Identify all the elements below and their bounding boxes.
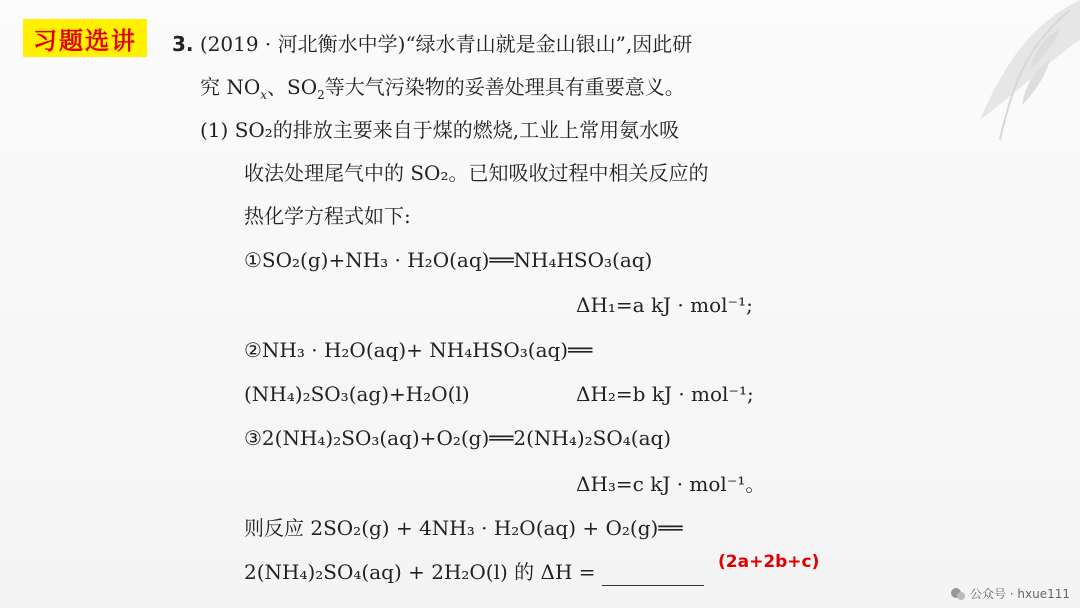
question-intro: (2019 · 河北衡水中学)“绿水青山就是金山银山”,因此研 xyxy=(199,32,693,56)
part1-line-2: 收法处理尾气中的 SO₂。已知吸收过程中相关反应的 xyxy=(244,161,709,185)
section-badge: 习题选讲 xyxy=(23,19,147,57)
watermark xyxy=(950,585,1070,602)
equation-3-enthalpy: ΔH₃=c kJ · mol⁻¹。 xyxy=(576,472,766,496)
question-line-2 xyxy=(200,73,685,101)
equation-2: ②NH₃ · H₂O(aq)+ NH₄HSO₃(aq)══ xyxy=(244,338,593,362)
final-reaction-text: 2(NH₄)₂SO₄(aq) + 2H₂O(l) 的 ΔH = xyxy=(244,560,596,584)
final-reaction-line-1: 则反应 2SO₂(g) + 4NH₃ · H₂O(aq) + O₂(g)══ xyxy=(244,516,683,540)
leaf-decoration-icon xyxy=(940,0,1080,150)
question-number: 3. xyxy=(172,32,194,56)
equation-2-enthalpy: ΔH₂=b kJ · mol⁻¹; xyxy=(576,382,754,406)
subscript: x xyxy=(260,88,268,102)
wechat-icon xyxy=(950,586,966,602)
part1-line-1: (1) SO₂的排放主要来自于煤的燃烧,工业上常用氨水吸 xyxy=(200,118,680,142)
part1-line-3: 热化学方程式如下: xyxy=(244,204,411,228)
answer-blank xyxy=(602,563,704,586)
equation-1-enthalpy: ΔH₁=a kJ · mol⁻¹; xyxy=(576,293,753,317)
equation-3: ③2(NH₄)₂SO₃(aq)+O₂(g)══2(NH₄)₂SO₄(aq) xyxy=(244,426,672,450)
answer-text: (2a+2b+c) xyxy=(718,552,820,572)
text-fragment: 等大气污染物的妥善处理具有重要意义。 xyxy=(324,75,685,99)
text-fragment: 、SO xyxy=(267,75,318,99)
watermark-text: 公众号 · hxue111 xyxy=(969,587,1070,601)
equation-1: ①SO₂(g)+NH₃ · H₂O(aq)══NH₄HSO₃(aq) xyxy=(244,248,653,272)
subscript: 2 xyxy=(317,88,325,102)
final-reaction-line-2 xyxy=(244,558,704,586)
question-line-1 xyxy=(172,30,692,58)
equation-2-products: (NH₄)₂SO₃(ag)+H₂O(l) xyxy=(244,382,470,406)
text-fragment: 究 NO xyxy=(200,75,261,99)
